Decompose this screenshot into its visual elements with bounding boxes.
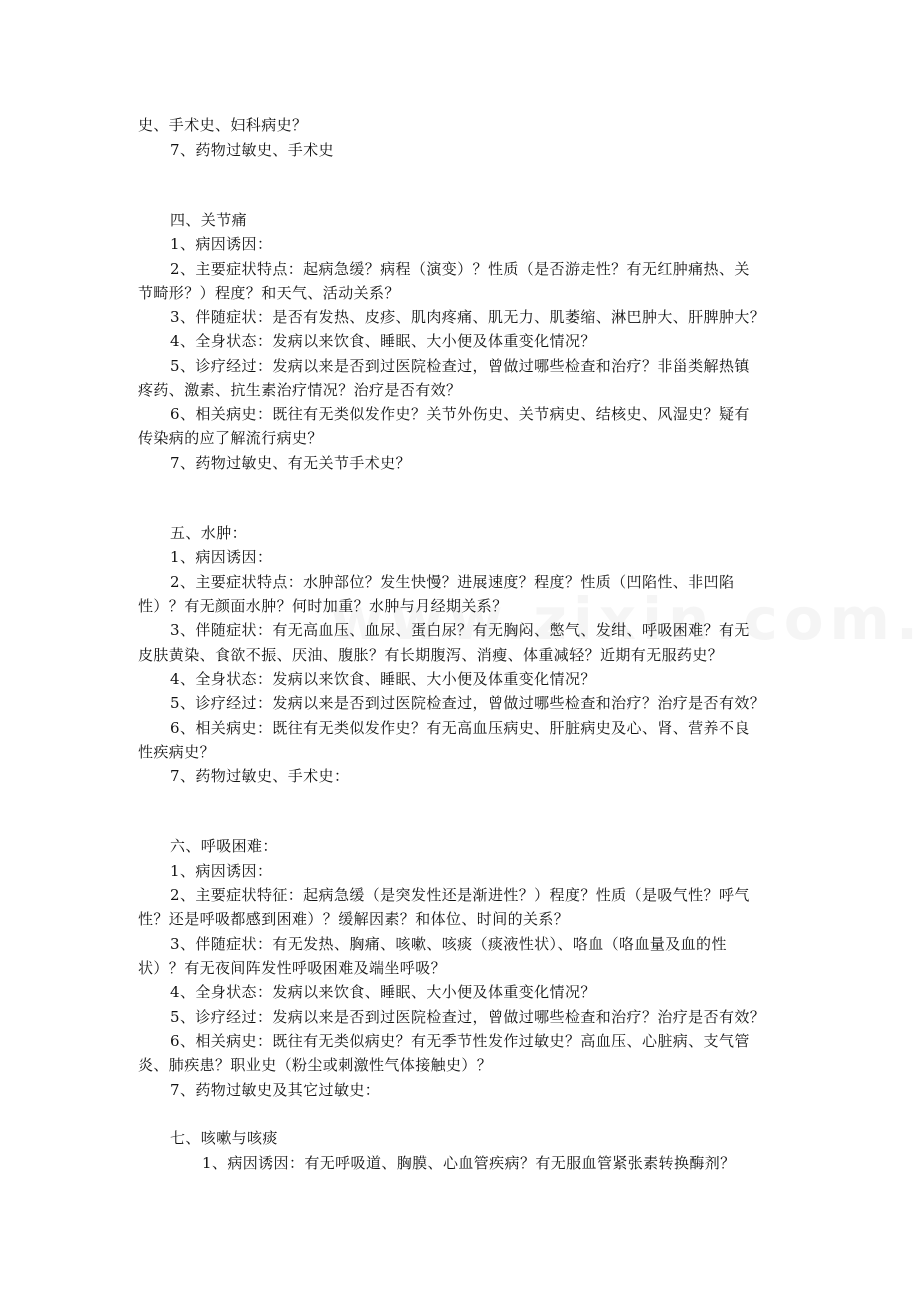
section-heading: 四、关节痛 [170,211,248,229]
list-item: 4、全身状态：发病以来饮食、睡眠、大小便及体重变化情况？ [170,332,596,350]
list-item: 1、病因诱因： [170,235,273,253]
section-heading: 五、水肿： [170,524,248,542]
list-item: 7、药物过敏史及其它过敏史： [170,1081,381,1099]
list-item: 5、诊疗经过：发病以来是否到过医院检查过，曾做过哪些检查和治疗？治疗是否有效？ [170,1008,766,1026]
text-line: 史、手术史、妇科病史？ [138,116,308,134]
list-item: 6、相关病史：既往有无类似发作史？有无高血压病史、肝脏病史及心、肾、营养不良 [170,719,750,737]
text-line: 性）？有无颜面水肿？何时加重？水肿与月经期关系？ [138,597,508,615]
section-heading: 六、呼吸困难： [170,837,278,855]
text-line: 炎、肺疾患？职业史（粉尘或刺激性气体接触史）？ [138,1056,493,1074]
list-item: 4、全身状态：发病以来饮食、睡眠、大小便及体重变化情况？ [170,983,596,1001]
list-item: 7、药物过敏史、有无关节手术史？ [170,454,411,472]
list-item: 1、病因诱因： [170,548,273,566]
text-line: 节畸形？）程度？和天气、活动关系？ [138,284,400,302]
list-item: 5、诊疗经过：发病以来是否到过医院检查过，曾做过哪些检查和治疗？治疗是否有效？ [170,694,766,712]
list-item: 5、诊疗经过：发病以来是否到过医院检查过，曾做过哪些检查和治疗？非甾类解热镇 [170,357,750,375]
list-item: 3、伴随症状：有无高血压、血尿、蛋白尿？有无胸闷、憋气、发绀、呼吸困难？有无 [170,621,750,639]
text-line: 性疾病史？ [138,743,216,761]
list-item: 2、主要症状特征：起病急缓（是突发性还是渐进性？）程度？性质（是吸气性？呼气 [170,886,750,904]
list-item: 2、主要症状特点：水肿部位？发生快慢？进展速度？程度？性质（凹陷性、非凹陷 [170,573,735,591]
list-item: 6、相关病史：既往有无类似病史？有无季节性发作过敏史？高血压、心脏病、支气管 [170,1032,750,1050]
list-item: 3、伴随症状：是否有发热、皮疹、肌肉疼痛、肌无力、肌萎缩、淋巴肿大、肝脾肿大？ [170,308,766,326]
text-line: 疼药、激素、抗生素治疗情况？治疗是否有效？ [138,381,462,399]
text-line: 性？还是呼吸都感到困难）？缓解因素？和体位、时间的关系？ [138,910,570,928]
text-line: 传染病的应了解流行病史？ [138,429,323,447]
list-item: 1、病因诱因： [170,862,273,880]
list-item: 3、伴随症状：有无发热、胸痛、咳嗽、咳痰（痰液性状）、咯血（咯血量及血的性 [170,935,727,953]
text-line: 皮肤黄染、食欲不振、厌油、腹胀？有长期腹泻、消瘦、体重减轻？近期有无服药史？ [138,646,724,664]
list-item: 2、主要症状特点：起病急缓？病程（演变）？性质（是否游走性？有无红肿痛热、关 [170,260,750,278]
list-item: 7、药物过敏史、手术史： [170,767,350,785]
list-item: 7、药物过敏史、手术史 [170,141,334,159]
list-item: 4、全身状态：发病以来饮食、睡眠、大小便及体重变化情况？ [170,670,596,688]
list-item: 1、病因诱因：有无呼吸道、胸膜、心血管疾病？有无服血管紧张素转换酶剂？ [202,1154,736,1172]
text-line: 状）？有无夜间阵发性呼吸困难及端坐呼吸？ [138,959,447,977]
section-heading: 七、咳嗽与咳痰 [170,1129,278,1147]
list-item: 6、相关病史：既往有无类似发作史？关节外伤史、关节病史、结核史、风湿史？疑有 [170,405,750,423]
